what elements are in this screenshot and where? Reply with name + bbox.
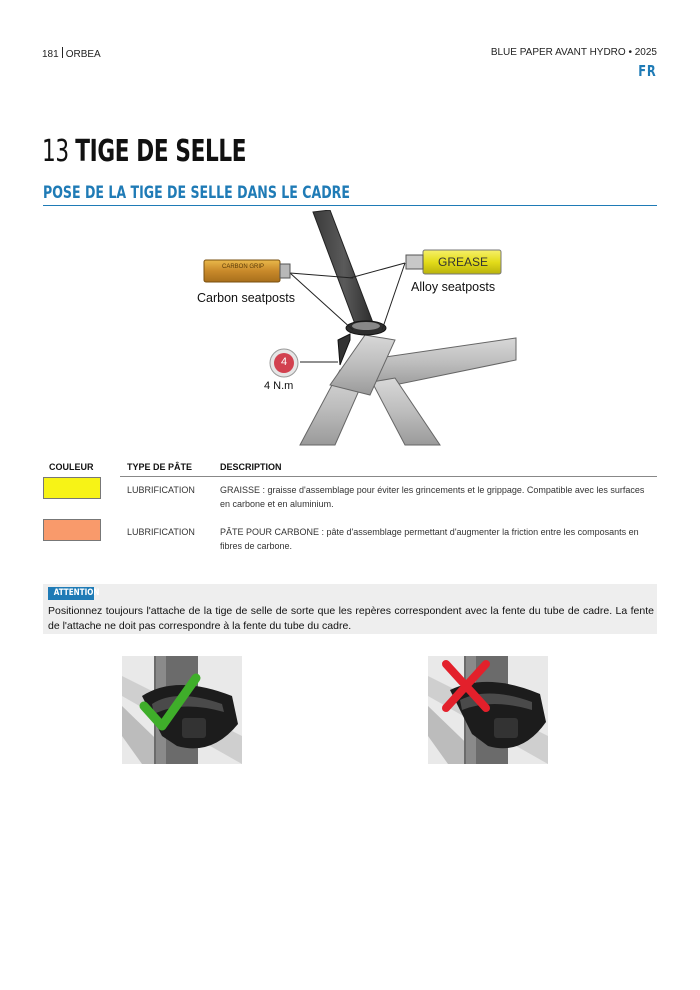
- seatpost-shape: [313, 210, 375, 332]
- table-row-description: PÂTE POUR CARBONE : pâte d'assemblage permettant d'augmenter la friction entre les composants en fibres de carbone.: [220, 527, 639, 551]
- page-header-left: [42, 47, 101, 60]
- document-title: BLUE PAPER AVANT HYDRO • 2025: [490, 47, 657, 58]
- table-row-description: GRAISSE : graisse d'assemblage pour éviter les grincements et le grippage. Compatible avec les surfaces en carbone et en aluminium.: [220, 485, 645, 509]
- section-divider: [43, 205, 657, 206]
- table-header-color: COULEUR: [49, 462, 94, 472]
- table-header-type: TYPE DE PÂTE: [127, 462, 193, 472]
- chapter-number: 13: [42, 134, 69, 169]
- language-code: FR: [638, 62, 657, 80]
- chapter-title: TIGE DE SELLE: [75, 134, 247, 169]
- brand-name: ORBEA: [65, 49, 101, 60]
- carbon-grip-tube-label: CARBON GRIP: [221, 264, 264, 270]
- incorrect-clamp-photo: [428, 656, 548, 764]
- header-divider: [62, 47, 63, 58]
- attention-text: Positionnez toujours l'attache de la tige de selle de sorte que les repères correspondent avec la fente du tube de cadre. La fente de l'attache ne doit pas correspondre à la fente du tube du cadre.: [48, 605, 654, 632]
- attention-badge: ATTENTION: [48, 587, 94, 600]
- seatpost-installation-figure: [190, 210, 520, 450]
- frame-illustration: [190, 210, 520, 450]
- correct-clamp-photo: [122, 656, 242, 764]
- alloy-seatposts-caption: Alloy seatposts: [411, 280, 496, 294]
- grease-tube-label: GREASE: [437, 255, 488, 269]
- section-title: POSE DE LA TIGE DE SELLE DANS LE CADRE: [43, 183, 350, 203]
- seat-stay-shape: [372, 378, 440, 445]
- carbon-seatposts-caption: Carbon seatposts: [197, 291, 295, 305]
- page-number: 181: [42, 49, 59, 60]
- table-header-divider: [120, 476, 657, 477]
- grease-color-swatch: [43, 477, 101, 499]
- carbon-paste-color-swatch: [43, 519, 101, 541]
- torque-value: 4 N.m: [264, 380, 294, 392]
- table-header-description: DESCRIPTION: [220, 462, 282, 472]
- table-row-type: LUBRIFICATION: [127, 485, 195, 495]
- torque-step-number: 4: [280, 356, 288, 368]
- chapter-heading: [42, 134, 246, 169]
- table-row-type: LUBRIFICATION: [127, 527, 195, 537]
